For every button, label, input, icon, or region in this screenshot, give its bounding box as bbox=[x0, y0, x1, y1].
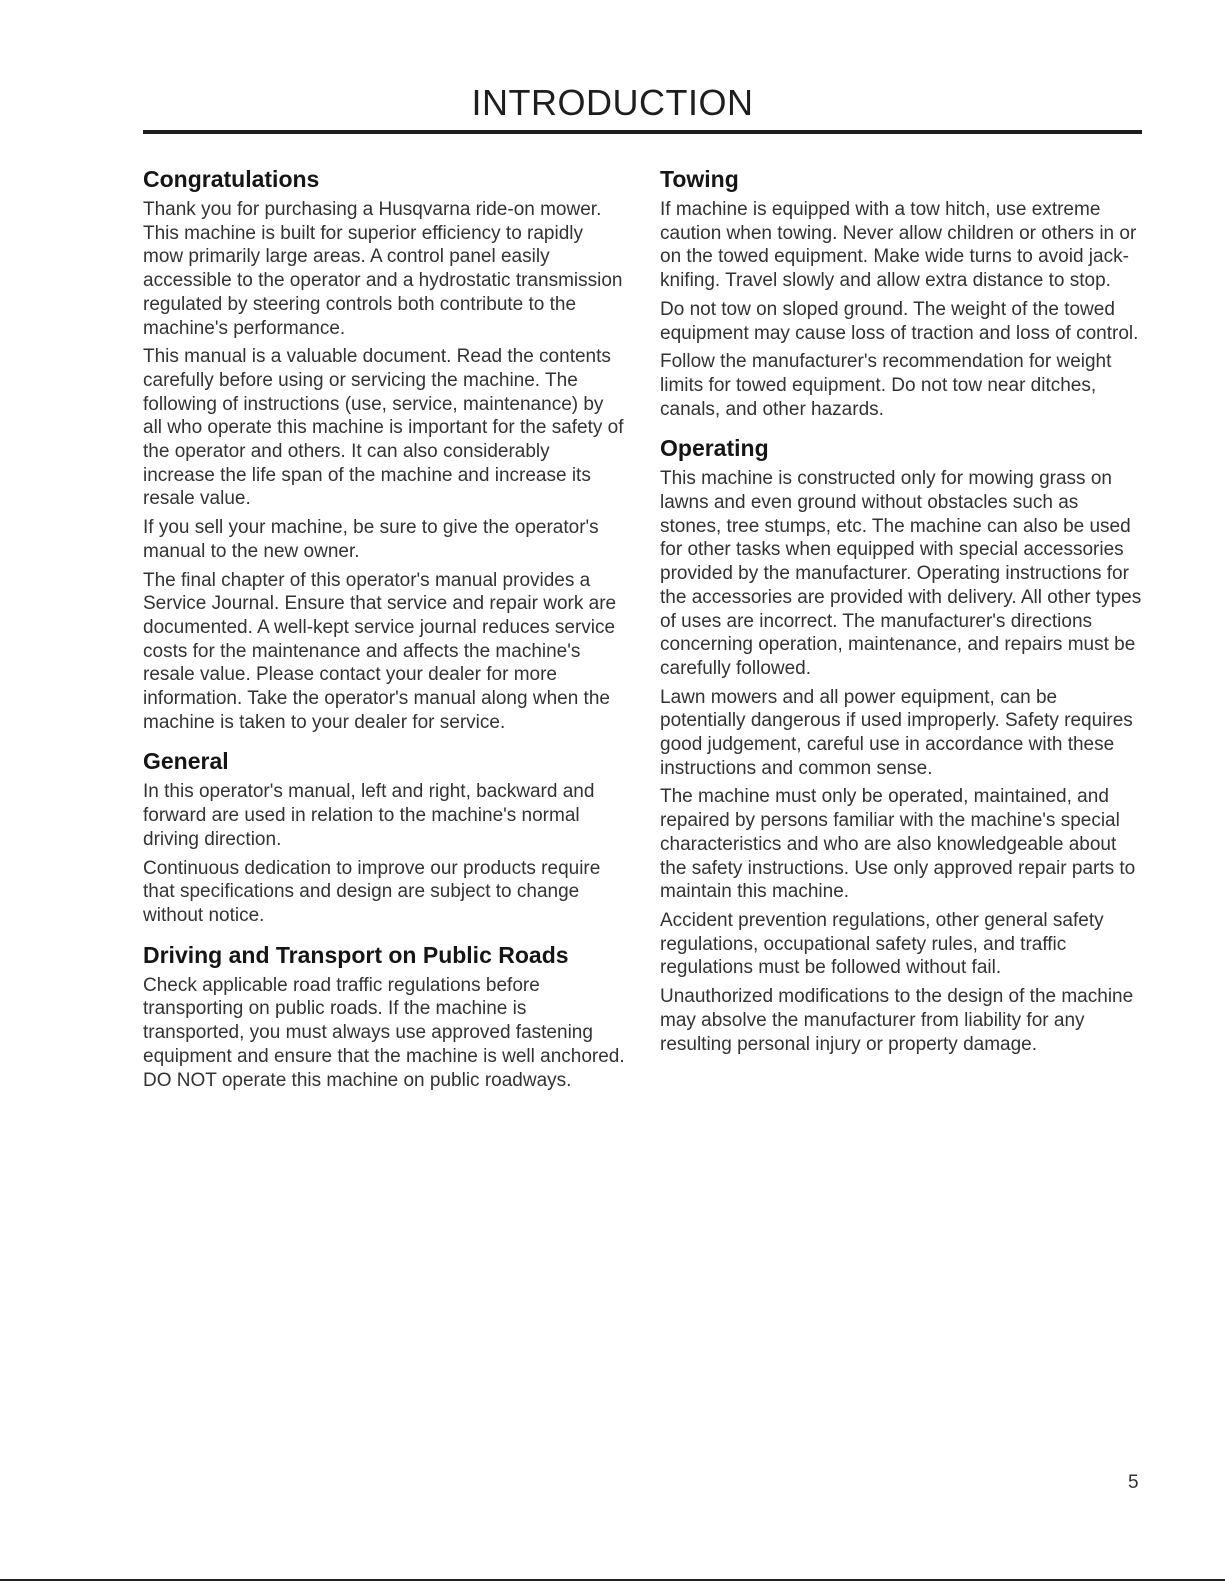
driving-heading: Driving and Transport on Public Roads bbox=[143, 941, 569, 968]
paragraph: If you sell your machine, be sure to give the operator's manual to the new owner. bbox=[143, 517, 599, 562]
page-number: 5 bbox=[1128, 1472, 1139, 1493]
left-column bbox=[143, 164, 625, 1104]
paragraph: The machine must only be operated, maintained, and repaired by persons familiar with the machine's special characteristics and who are also knowledgeable about the safety instructions. Use only approved repair parts to maintain this machine. bbox=[660, 786, 1136, 903]
paragraph: Follow the manufacturer's recommendation for weight limits for towed equipment. Do not tow near ditches, canals, and other hazards. bbox=[660, 351, 1112, 420]
paragraph: Unauthorized modifications to the design of the machine may absolve the manufacturer from liability for any resulting personal injury or property damage. bbox=[660, 986, 1134, 1055]
paragraph: This manual is a valuable document. Read the contents carefully before using or servicing the machine. The following of instructions (use, service, maintenance) by all who operate this machine is important for the safety of the operator and others. It can also considerably increase the life span of the machine and increase its resale value. bbox=[143, 346, 624, 510]
paragraph: This machine is constructed only for mowing grass on lawns and even ground without obstacles such as stones, tree stumps, etc. The machine can also be used for other tasks when equipped with special accessories provided by the manufacturer. Operating instructions for the accessories are provided with delivery. All other types of uses are incorrect. The manufacturer's directions concerning operation, maintenance, and repairs must be carefully followed. bbox=[660, 468, 1142, 679]
driving-section bbox=[143, 940, 625, 1093]
paragraph: Check applicable road traffic regulations before transporting on public roads. If the machine is transported, you must always use approved fastening equipment and ensure that the machine is well anchored. DO NOT operate this machine on public roadways. bbox=[143, 974, 625, 1091]
paragraph: If machine is equipped with a tow hitch, use extreme caution when towing. Never allow children or others in or on the towed equipment. Make wide turns to avoid jack-knifing. Travel slowly and allow extra distance to stop. bbox=[660, 199, 1137, 292]
paragraph: Lawn mowers and all power equipment, can be potentially dangerous if used improperly. Safety requires good judgement, careful use in accordance with these instructions and common sense. bbox=[660, 686, 1133, 779]
right-column bbox=[660, 164, 1142, 1068]
paragraph: Thank you for purchasing a Husqvarna ride-on mower. This machine is built for superior efficiency to rapidly mow primarily large areas. A control panel easily accessible to the operator and a hydrostatic transmission regulated by steering controls both contribute to the machine's performance. bbox=[143, 199, 623, 339]
title-divider bbox=[143, 130, 1142, 134]
bottom-divider bbox=[0, 1579, 1225, 1581]
towing-section bbox=[660, 164, 1142, 421]
operating-heading: Operating bbox=[660, 435, 769, 462]
paragraph: In this operator's manual, left and right, backward and forward are used in relation to the machine's normal driving direction. bbox=[143, 781, 595, 850]
general-section bbox=[143, 746, 625, 927]
paragraph: Continuous dedication to improve our products require that specifications and design are subject to change without notice. bbox=[143, 857, 601, 926]
general-heading: General bbox=[143, 748, 229, 775]
paragraph: Do not tow on sloped ground. The weight of the towed equipment may cause loss of traction and loss of control. bbox=[660, 298, 1139, 344]
congratulations-heading: Congratulations bbox=[143, 166, 320, 192]
page-title: INTRODUCTION bbox=[471, 82, 754, 123]
paragraph: Accident prevention regulations, other general safety regulations, occupational safety rules, and traffic regulations must be followed without fail. bbox=[660, 909, 1104, 979]
paragraph: The final chapter of this operator's manual provides a Service Journal. Ensure that service and repair work are documented. A well-kept service journal reduces service costs for the maintenance and affects the machine's resale value. Please contact your dealer for more information. Take the operator's manual along when the machine is taken to your dealer for service. bbox=[143, 569, 617, 733]
towing-heading: Towing bbox=[660, 166, 739, 192]
operating-section bbox=[660, 433, 1142, 1056]
congratulations-section bbox=[143, 164, 625, 734]
